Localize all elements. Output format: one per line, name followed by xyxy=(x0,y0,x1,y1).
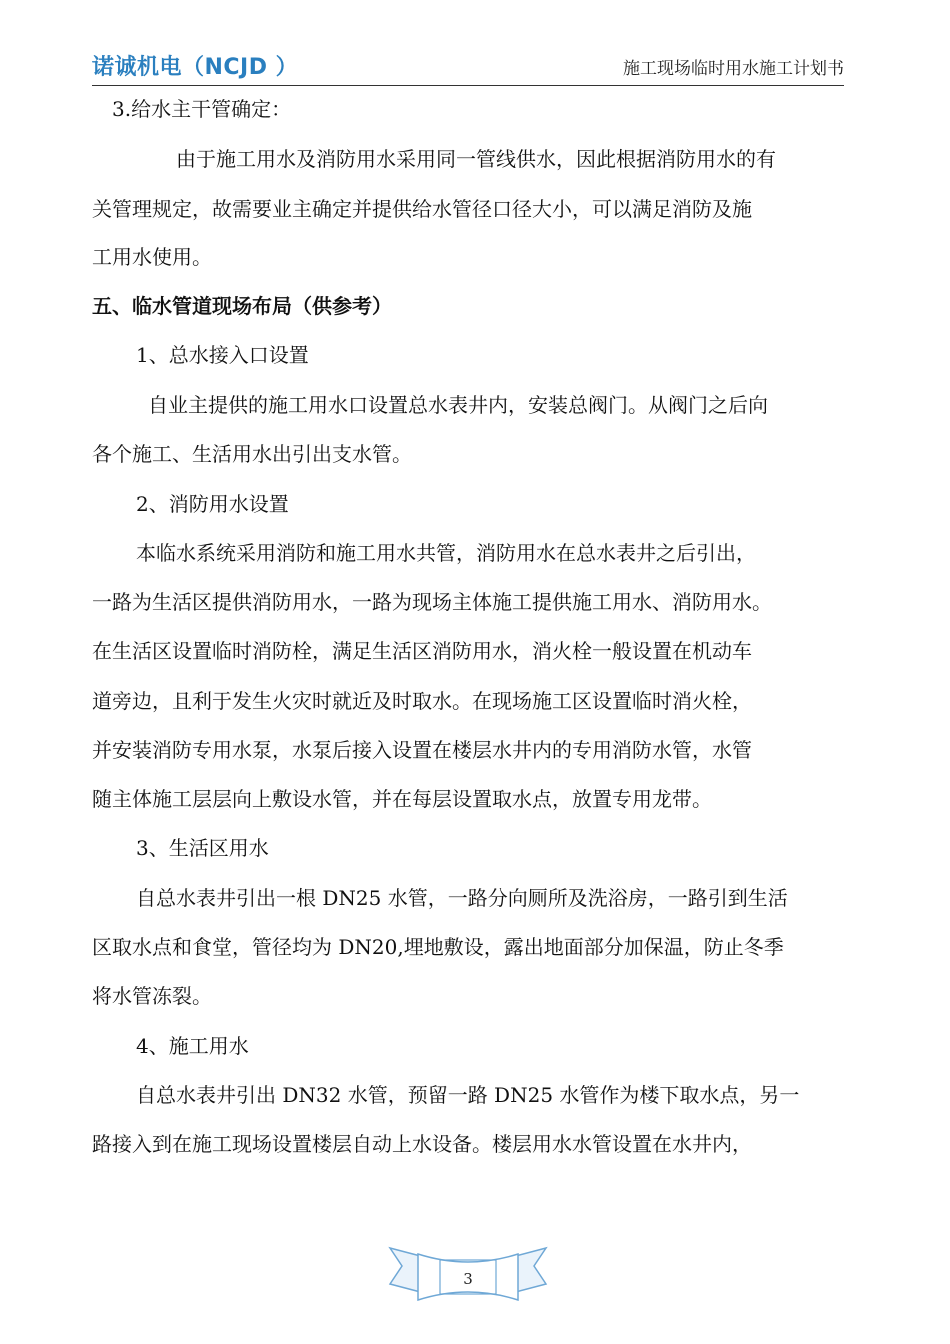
page-number: 3 xyxy=(463,1270,473,1288)
subsection-heading: 3、生活区用水 xyxy=(136,836,269,860)
paragraph-line: 自总水表井引出一根 DN25 水管，一路分向厕所及洗浴房，一路引到生活 xyxy=(136,886,788,910)
paragraph-line: 自总水表井引出 DN32 水管，预留一路 DN25 水管作为楼下取水点，另一 xyxy=(136,1083,800,1107)
subsection-heading: 4、施工用水 xyxy=(136,1034,249,1058)
subsection-heading: 1、总水接入口设置 xyxy=(136,343,309,367)
page-footer xyxy=(388,1244,548,1310)
paragraph-line: 工用水使用。 xyxy=(92,245,212,269)
header-divider xyxy=(92,85,844,86)
paragraph-line: 区取水点和食堂，管径均为 DN20,埋地敷设，露出地面部分加保温，防止冬季 xyxy=(92,935,784,959)
paragraph-line: 各个施工、生活用水出引出支水管。 xyxy=(92,442,412,466)
paragraph-line: 道旁边，且利于发生火灾时就近及时取水。在现场施工区设置临时消火栓， xyxy=(92,689,752,713)
paragraph-line: 路接入到在施工现场设置楼层自动上水设备。楼层用水水管设置在水井内， xyxy=(92,1132,752,1156)
paragraph-line: 随主体施工层层向上敷设水管，并在每层设置取水点，放置专用龙带。 xyxy=(92,787,712,811)
page-header xyxy=(92,50,844,86)
paragraph-line: 自业主提供的施工用水口设置总水表井内，安装总阀门。从阀门之后向 xyxy=(148,393,768,417)
paragraph-line: 在生活区设置临时消防栓，满足生活区消防用水，消火栓一般设置在机动车 xyxy=(92,639,752,663)
paragraph-line: 本临水系统采用消防和施工用水共管，消防用水在总水表井之后引出， xyxy=(136,541,756,565)
paragraph-line: 关管理规定，故需要业主确定并提供给水管径口径大小，可以满足消防及施 xyxy=(92,197,752,221)
subsection-heading: 2、消防用水设置 xyxy=(136,492,289,516)
company-brand: 诺诚机电（NCJD ） xyxy=(92,55,299,80)
paragraph-line: 将水管冻裂。 xyxy=(92,984,212,1008)
paragraph-line: 并安装消防专用水泵，水泵后接入设置在楼层水井内的专用消防水管，水管 xyxy=(92,738,752,762)
section-3-heading: 3.给水主干管确定： xyxy=(112,97,292,121)
paragraph-line: 由于施工用水及消防用水采用同一管线供水，因此根据消防用水的有 xyxy=(176,147,776,171)
paragraph-line: 一路为生活区提供消防用水，一路为现场主体施工提供施工用水、消防用水。 xyxy=(92,590,772,614)
section-five-heading: 五、临水管道现场布局（供参考） xyxy=(92,294,392,318)
document-title: 施工现场临时用水施工计划书 xyxy=(623,59,844,79)
